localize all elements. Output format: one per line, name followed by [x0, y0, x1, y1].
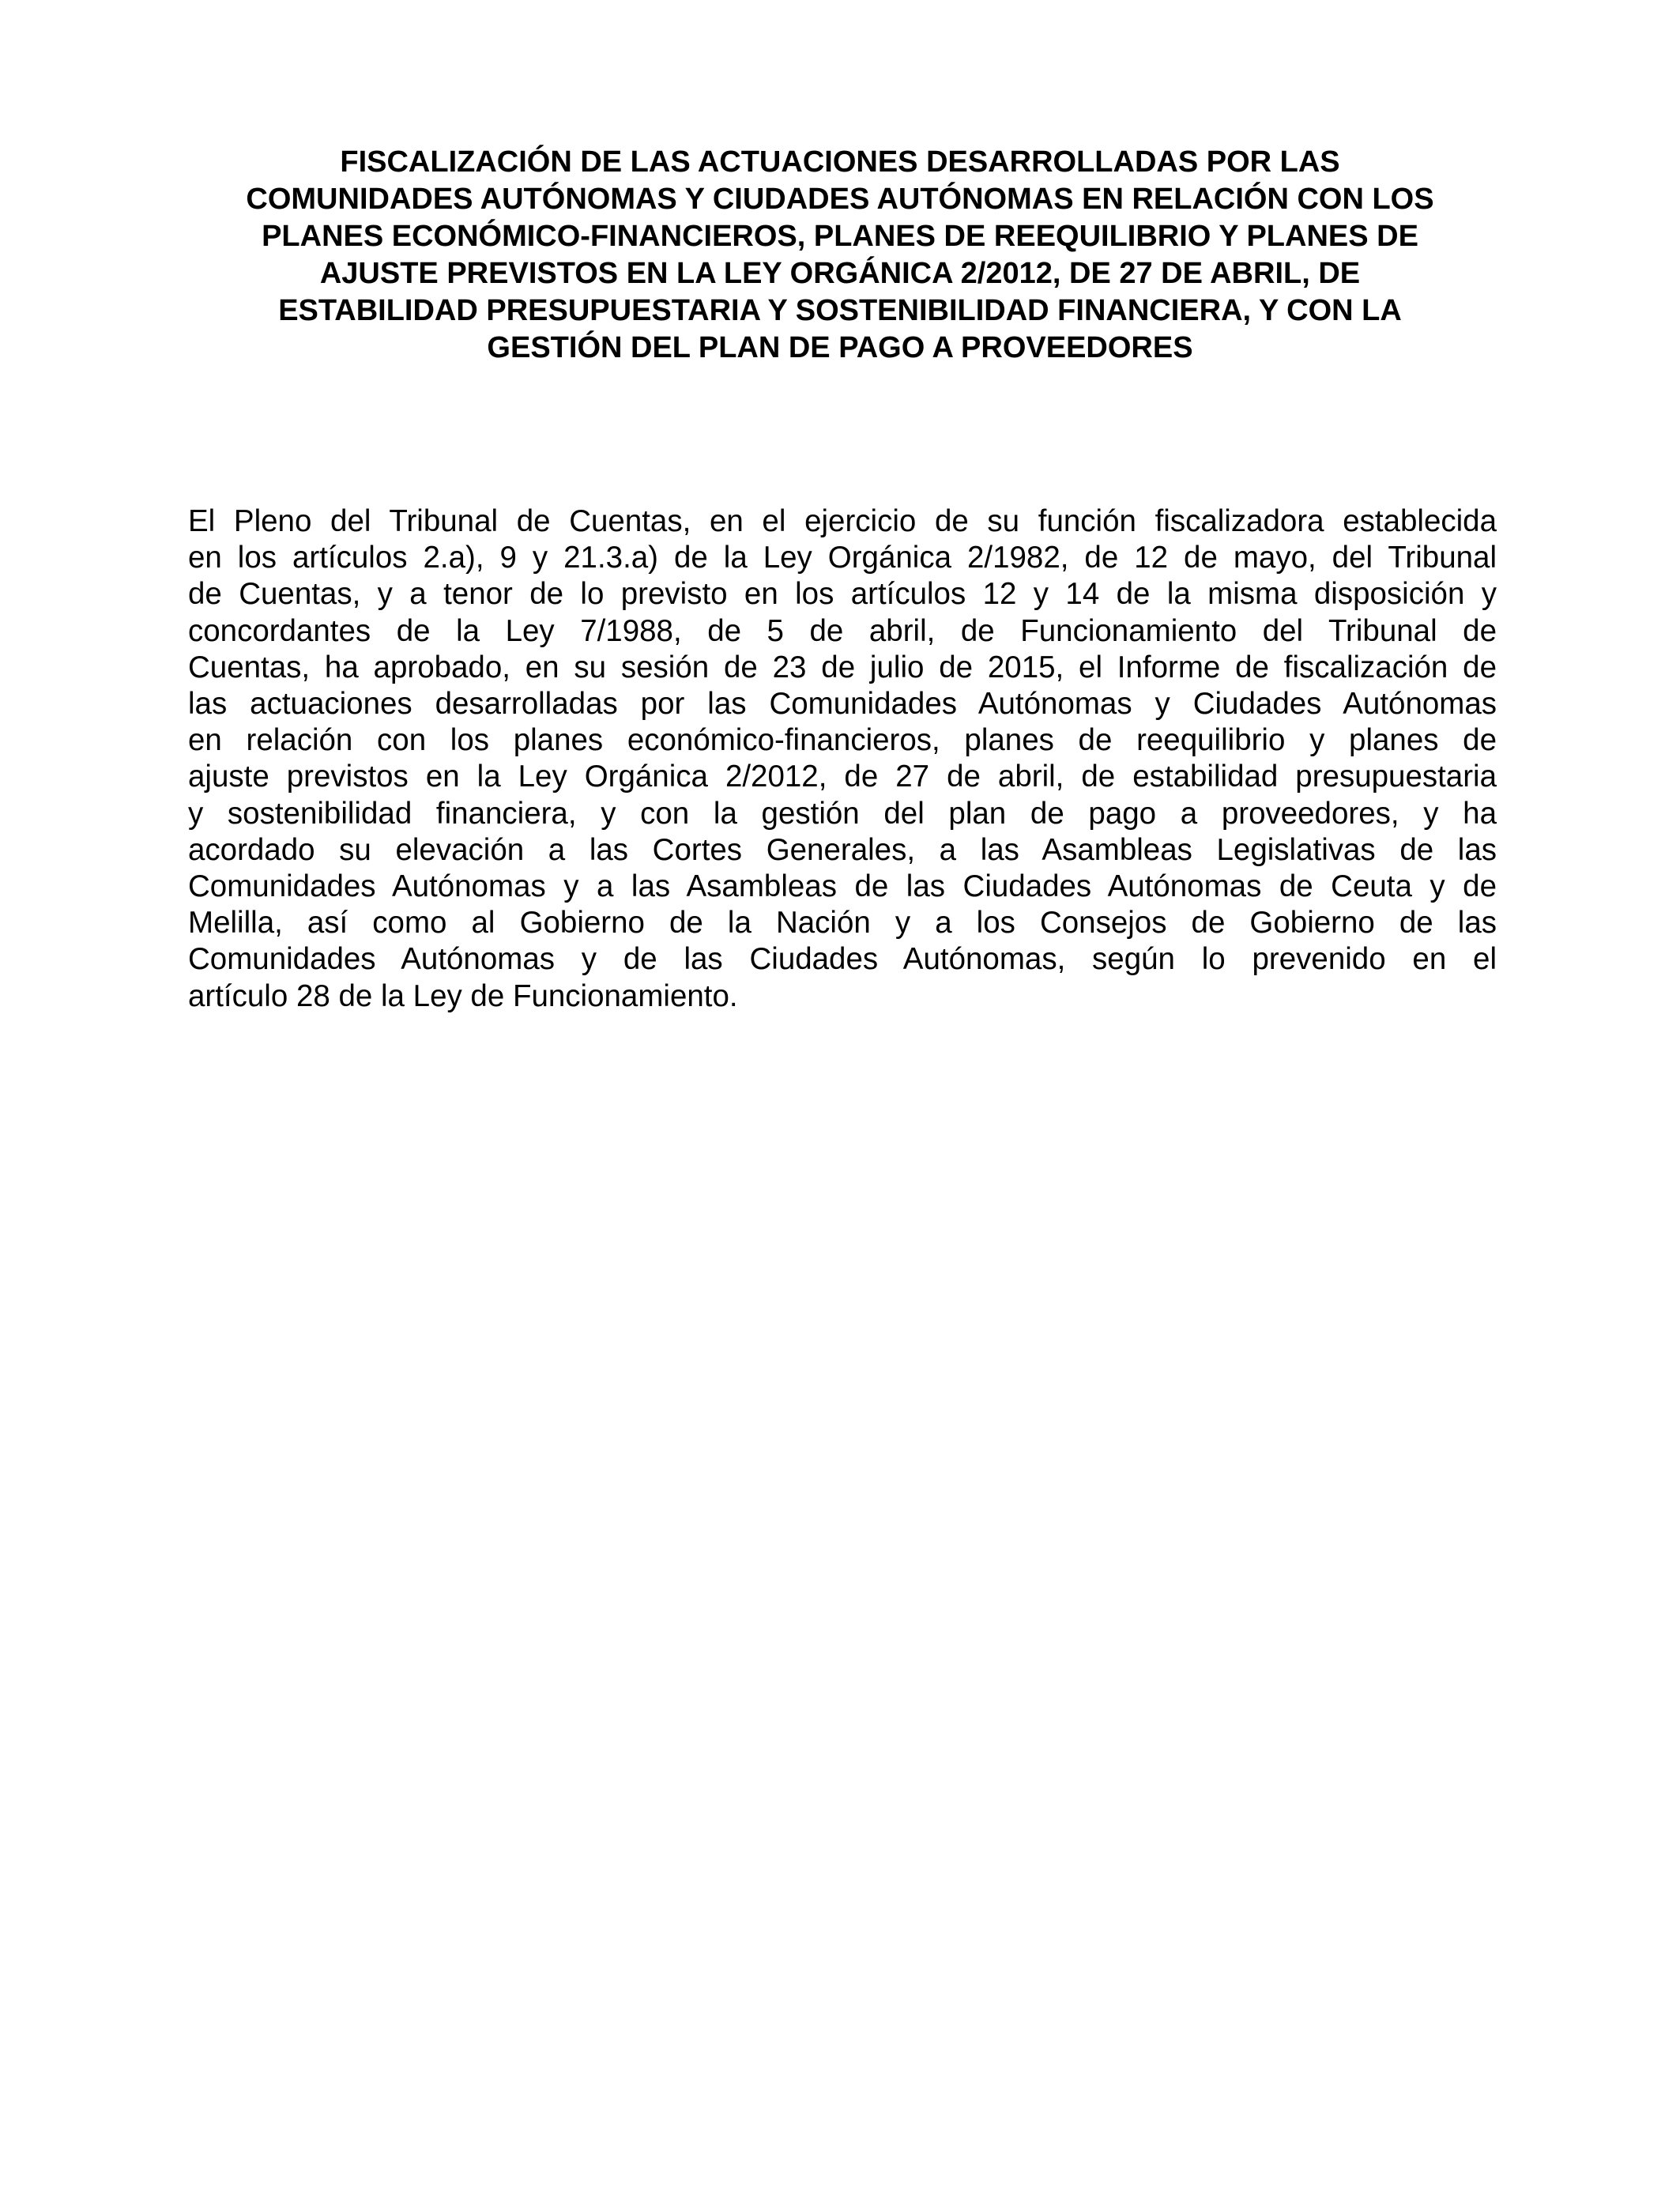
title-line: GESTIÓN DEL PLAN DE PAGO A PROVEEDORES	[487, 331, 1193, 364]
title-line: AJUSTE PREVISTOS EN LA LEY ORGÁNICA 2/2012, DE 27 DE ABRIL, DE	[319, 257, 1361, 290]
paragraph-line: las actuaciones desarrolladas por las Comunidades Autónomas y Ciudades Autónomas	[188, 687, 1497, 722]
title-line: FISCALIZACIÓN DE LAS ACTUACIONES DESARROLLADAS POR LAS	[340, 145, 1340, 179]
document-title	[183, 144, 1497, 367]
title-line: ESTABILIDAD PRESUPUESTARIA Y SOSTENIBILIDAD FINANCIERA, Y CON LA	[278, 294, 1402, 327]
paragraph-line: acordado su elevación a las Cortes Generales, a las Asambleas Legislativas de las	[188, 832, 1497, 867]
body-paragraph	[188, 503, 1497, 1015]
paragraph-line: artículo 28 de la Ley de Funcionamiento.	[188, 978, 738, 1013]
paragraph-line: Comunidades Autónomas y de las Ciudades Autónomas, según lo prevenido en el	[188, 942, 1497, 977]
paragraph-line: en los artículos 2.a), 9 y 21.3.a) de la Ley Orgánica 2/1982, de 12 de mayo, del Tribunal	[188, 541, 1497, 575]
title-line: PLANES ECONÓMICO-FINANCIEROS, PLANES DE REEQUILIBRIO Y PLANES DE	[262, 220, 1418, 253]
paragraph-line: Melilla, así como al Gobierno de la Nación y a los Consejos de Gobierno de las	[188, 906, 1497, 941]
paragraph-line: concordantes de la Ley 7/1988, de 5 de abril, de Funcionamiento del Tribunal de	[188, 613, 1497, 648]
paragraph-line: Comunidades Autónomas y a las Asambleas de las Ciudades Autónomas de Ceuta y de	[188, 869, 1497, 904]
paragraph-line: y sostenibilidad financiera, y con la gestión del plan de pago a proveedores, y ha	[188, 796, 1497, 831]
paragraph-line: ajuste previstos en la Ley Orgánica 2/2012, de 27 de abril, de estabilidad presupuestaria	[188, 760, 1497, 794]
paragraph-line: en relación con los planes económico-financieros, planes de reequilibrio y planes de	[188, 723, 1497, 758]
title-line: COMUNIDADES AUTÓNOMAS Y CIUDADES AUTÓNOMAS EN RELACIÓN CON LOS	[246, 183, 1434, 216]
paragraph-line: El Pleno del Tribunal de Cuentas, en el ejercicio de su función fiscalizadora establecida	[188, 504, 1497, 538]
paragraph-line: de Cuentas, y a tenor de lo previsto en los artículos 12 y 14 de la misma disposición y	[188, 577, 1497, 612]
paragraph-line: Cuentas, ha aprobado, en su sesión de 23 de julio de 2015, el Informe de fiscalización de	[188, 650, 1497, 684]
